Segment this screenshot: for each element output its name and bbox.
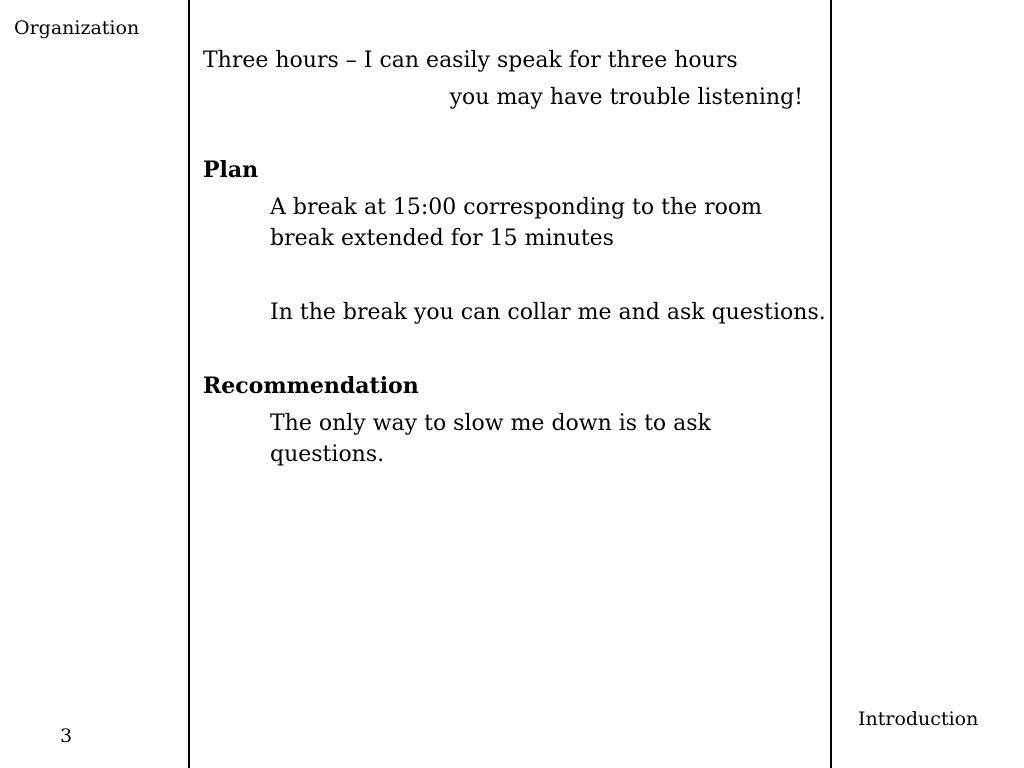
section-label: Organization <box>14 17 140 39</box>
plan-heading: Plan <box>203 157 259 183</box>
intro-line: Three hours – I can easily speak for three hours <box>203 48 738 73</box>
plan-paragraph-questions: In the break you can collar me and ask questions. <box>270 300 826 325</box>
right-margin-rule <box>830 0 832 768</box>
page-number: 3 <box>60 725 73 747</box>
slide-content <box>203 45 825 470</box>
chapter-label: Introduction <box>858 708 979 730</box>
recommendation-heading: Recommendation <box>203 373 419 399</box>
intro-line-continuation: you may have trouble listening! <box>449 85 803 110</box>
recommendation-paragraph: The only way to slow me down is to ask questions. <box>270 411 711 467</box>
left-margin-rule <box>188 0 190 768</box>
plan-paragraph-break-time: A break at 15:00 corresponding to the room break extended for 15 minutes <box>270 195 763 251</box>
